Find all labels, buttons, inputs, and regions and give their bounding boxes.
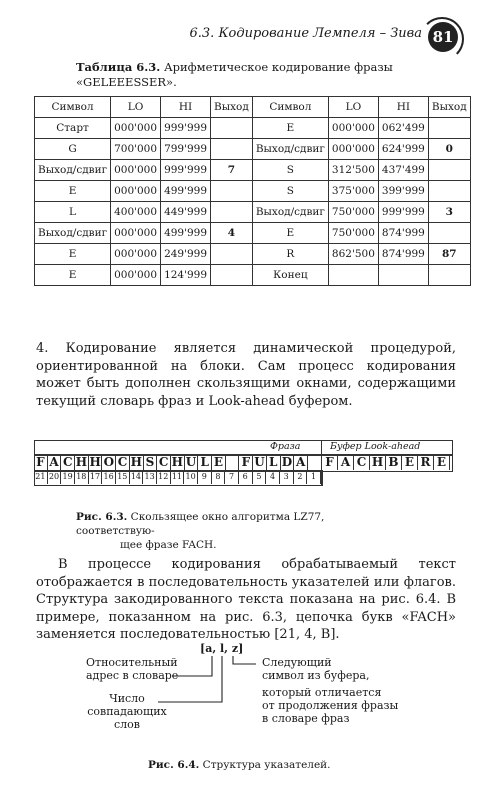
table-cell: 799'999 [161,139,211,160]
letters-cell: A [48,454,62,470]
buffer-cell: F [322,454,338,470]
header-cell: HI [161,97,211,118]
buffer-cell: H [370,454,386,470]
letters-cell: O [103,454,117,470]
letters-cell: D [281,454,295,470]
table-cell: 000'000 [111,181,161,202]
header-cell: Символ [252,97,328,118]
table-cell: S [252,181,328,202]
table-cell: 000'000 [328,139,378,160]
letters-cell: H [89,455,101,469]
numbers-cell: 15 [116,470,130,484]
header-cell: Выход [211,97,253,118]
numbers-cell: 10 [184,470,198,484]
buffer-cell: C [354,454,370,470]
table-cell: 062'499 [378,118,428,139]
numbers-cell: 21 [34,470,48,484]
pointer-triple: [a, l, z] [200,642,244,655]
table-cell: 999'999 [161,118,211,139]
table-cell: 000'000 [111,265,161,286]
numbers-cell: 6 [239,470,253,484]
table-cell: G [35,139,111,160]
table-cell: R [252,244,328,265]
table-cell: 4 [211,223,253,244]
numbers-cell: 17 [89,470,103,484]
table-cell: Выход/сдвиг [35,223,111,244]
buffer-cell: R [418,454,434,470]
letters-cell: E [212,454,226,470]
numbers-cell: 9 [198,470,212,484]
table-cell: Конец [252,265,328,286]
numbers-cell: 5 [253,470,267,484]
table-cell: 399'999 [378,181,428,202]
numbers-cell: 20 [48,470,62,484]
table-cell: S [252,160,328,181]
figure-6-4-label: Рис. 6.4. [148,759,200,771]
table-cell: 000'000 [328,118,378,139]
figure-6-3-caption-line1: Скользящее окно алгоритма LZ77, соответствую- [76,511,325,537]
figure-6-4-caption [148,758,331,772]
match-count-label: Число совпадающих слов [87,692,167,731]
buffer-cell: E [434,454,450,470]
running-header: 6.3. Кодирование Лемпеля – Зива [189,26,422,41]
table-caption-text: Арифметическое кодирование фразы «GELEEESSER». [76,60,393,89]
table-cell: E [252,223,328,244]
table-cell: E [35,265,111,286]
numbers-cell: 4 [266,470,280,484]
header-cell: HI [378,97,428,118]
next-symbol-label: Следующий символ из буфера, который отличается от продолжения фразы в словаре фраз [262,656,399,725]
letters-cell: C [61,454,75,470]
table-cell: Старт [35,118,111,139]
table-caption-label: Таблица 6.3. [76,60,161,74]
buffer-label: Буфер Look-ahead [330,441,421,452]
table-cell: 400'000 [111,202,161,223]
table-cell: 312'500 [328,160,378,181]
buffer-cell: E [402,454,418,470]
table-cell: E [252,118,328,139]
numbers-cell: 11 [171,470,185,484]
table-cell: Выход/сдвиг [252,202,328,223]
buffer-cell: A [338,454,354,470]
table-cell: 124'999 [161,265,211,286]
page-number: 81 [428,22,458,52]
letters-cell: C [116,454,130,470]
phrase-label: Фраза [270,441,301,452]
symbol-connector [233,656,256,664]
numbers-cell: 16 [102,470,116,484]
letters-cell: L [267,454,281,470]
table-cell: 750'000 [328,202,378,223]
table-cell: 3 [428,202,470,223]
letters-cell: L [198,454,212,470]
table-cell: 999'999 [161,160,211,181]
table-cell: 449'999 [161,202,211,223]
table-cell: 000'000 [111,244,161,265]
letters-cell: F [240,454,254,470]
table-cell: 000'000 [111,160,161,181]
letters-cell: H [75,455,88,469]
table-cell: 7 [211,160,253,181]
table-cell: 0 [428,139,470,160]
letters-cell: H [130,455,142,469]
header-cell: Символ [35,97,111,118]
numbers-cell: 19 [61,470,75,484]
numbers-cell: 7 [225,470,239,484]
letters-cell: F [34,454,48,470]
table-cell: 874'999 [378,244,428,265]
letters-cell: U [253,454,267,470]
figure-6-4-caption-text: Структура указателей. [202,759,331,771]
buffer-cell: B [386,454,402,470]
paragraph-item-4: 4. Кодирование является динамической процедурой, ориентированной на блоки. Сам процесс кодирования может быть дополнен скользящими окнами, содержащими текущий словарь фраз и Look-ahead буфером. [36,341,456,409]
numbers-cell: 2 [294,470,308,484]
letters-cell: C [157,454,171,470]
table-cell: Выход/сдвиг [35,160,111,181]
table-cell: 499'999 [161,223,211,244]
letters-cell: S [144,454,158,470]
numbers-cell: 12 [157,470,171,484]
table-cell: 375'000 [328,181,378,202]
table-cell: 87 [428,244,470,265]
table-cell: 862'500 [328,244,378,265]
letters-cell: H [171,455,184,469]
table-cell: 000'000 [111,118,161,139]
table-cell: 750'000 [328,223,378,244]
header-cell: Выход [428,97,470,118]
numbers-cell: 3 [280,470,294,484]
relative-address-label: Относительный адрес в словаре [86,656,179,682]
paragraph-structure: В процессе кодирования обрабатываемый текст отображается в последовательность указателей или флагов. Структура закодированного текста показана на рис. 6.4. В примере, показанном на рис. 6.3, цепочка букв «FACH» заменяется последовательностью [21, 4, B]. [36,557,456,642]
header-cell: LO [111,97,161,118]
numbers-cell: 8 [212,470,226,484]
table-cell: 249'999 [161,244,211,265]
table-cell: 000'000 [111,223,161,244]
numbers-cell: 13 [143,470,157,484]
table-cell: 700'000 [111,139,161,160]
table-cell: L [35,202,111,223]
figure-6-3-label: Рис. 6.3. [76,511,128,523]
letters-cell: U [185,454,199,470]
letters-cell: A [294,454,308,470]
figure-6-3-caption-line2: щее фразе FACH. [120,539,217,551]
numbers-cell: 14 [130,470,144,484]
table-cell: Выход/сдвиг [252,139,328,160]
table-cell: 874'999 [378,223,428,244]
table-cell: 999'999 [378,202,428,223]
header-cell: LO [328,97,378,118]
table-cell: E [35,181,111,202]
numbers-cell: 18 [75,470,89,484]
table-cell: 437'499 [378,160,428,181]
table-cell: E [35,244,111,265]
table-cell: 624'999 [378,139,428,160]
table-cell: 499'999 [161,181,211,202]
numbers-cell: 1 [307,470,321,484]
